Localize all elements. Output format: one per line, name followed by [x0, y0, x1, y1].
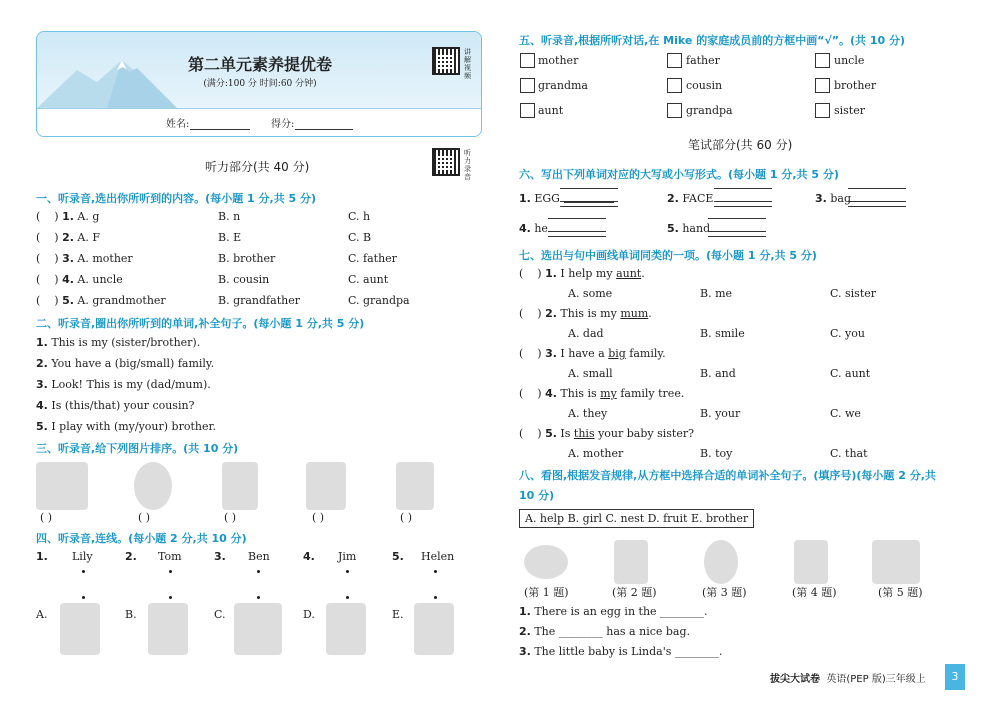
s1-option-b: B. brother	[218, 252, 276, 265]
qr-label-video: 讲解视频	[464, 48, 471, 80]
score-label: 得分:	[271, 119, 295, 130]
checkbox[interactable]	[520, 103, 535, 118]
s1-option-c: C. grandpa	[348, 294, 410, 307]
s7-item: ( ) 4. This is my family tree.	[519, 387, 685, 400]
s5-word: aunt	[538, 104, 564, 117]
s1-item: ( ) 5. A. grandmother	[36, 294, 166, 307]
caption: (第 2 题)	[612, 586, 657, 599]
match-dot[interactable]	[82, 570, 85, 573]
s4-name: 1.	[36, 550, 48, 563]
s7-option-b: B. your	[700, 407, 741, 420]
s4-name-text: Tom	[158, 550, 182, 563]
s5-word: grandpa	[686, 104, 733, 117]
s4-letter: B.	[125, 608, 137, 621]
s6-item: 2. FACE	[667, 192, 714, 205]
s2-item: 5. I play with (my/your) brother.	[36, 420, 217, 433]
mountain-illustration	[37, 52, 177, 108]
s4-name: 4.	[303, 550, 315, 563]
s1-option-c: C. father	[348, 252, 397, 265]
writing-lines[interactable]	[708, 218, 766, 232]
section-5-title: 五、听录音,根据所听对话,在 Mike 的家庭成员前的方框中画“√”。(共 10 分)	[519, 34, 906, 47]
s4-name: 2.	[125, 550, 137, 563]
s1-option-b: B. grandfather	[218, 294, 300, 307]
girl-picture	[414, 603, 454, 655]
name-label: 姓名:	[166, 119, 190, 130]
s7-option-a: A. some	[568, 287, 613, 300]
checkbox[interactable]	[815, 78, 830, 93]
s4-name: 5.	[392, 550, 404, 563]
s4-letter: E.	[392, 608, 404, 621]
s5-word: uncle	[834, 54, 865, 67]
grandpa-picture	[306, 462, 346, 510]
baby-picture	[134, 462, 172, 510]
match-dot[interactable]	[257, 596, 260, 599]
s7-option-a: A. small	[568, 367, 613, 380]
s7-option-c: C. sister	[830, 287, 877, 300]
s1-option-c: C. h	[348, 210, 371, 223]
s1-item: ( ) 4. A. uncle	[36, 273, 123, 286]
woman-picture	[396, 462, 434, 510]
s4-name-text: Ben	[248, 550, 270, 563]
s4-letter: D.	[303, 608, 315, 621]
s1-option-c: C. aunt	[348, 273, 389, 286]
s7-item: ( ) 1. I help my aunt.	[519, 267, 645, 280]
footer-brand: 拔尖大试卷	[770, 674, 820, 685]
s7-option-a: A. dad	[568, 327, 604, 340]
s5-word: cousin	[686, 79, 723, 92]
s1-option-b: B. cousin	[218, 273, 270, 286]
s7-item: ( ) 5. Is this your baby sister?	[519, 427, 695, 440]
s4-letter: C.	[214, 608, 226, 621]
girl-with-bag-picture	[794, 540, 828, 584]
section-6-title: 六、写出下列单词对应的大写或小写形式。(每小题 1 分,共 5 分)	[519, 168, 839, 181]
s5-word: brother	[834, 79, 877, 92]
match-dot[interactable]	[257, 570, 260, 573]
match-dot[interactable]	[434, 570, 437, 573]
s6-item: 4. he	[519, 222, 548, 235]
girl-picture	[614, 540, 648, 584]
s5-word: mother	[538, 54, 579, 67]
s7-option-b: B. and	[700, 367, 736, 380]
section-1-title: 一、听录音,选出你所听到的内容。(每小题 1 分,共 5 分)	[36, 192, 317, 205]
written-title: 笔试部分(共 60 分)	[688, 138, 793, 152]
section-4-title: 四、听录音,连线。(每小题 2 分,共 10 分)	[36, 532, 247, 545]
family-picture	[234, 603, 282, 655]
exam-title: 第二单元素养提优卷	[187, 55, 332, 74]
writing-lines[interactable]	[714, 206, 772, 207]
order-blank[interactable]: ( )	[138, 511, 151, 524]
exam-meta: (满分:100 分 时间:60 分钟)	[203, 79, 317, 89]
family-picture	[36, 462, 88, 510]
checkbox[interactable]	[520, 78, 535, 93]
qr-code-audio[interactable]	[432, 148, 460, 176]
grandma-picture	[326, 603, 366, 655]
s6-item: 3. bag	[815, 192, 851, 205]
s8-item: 2. The ________ has a nice bag.	[519, 625, 691, 638]
s7-option-a: A. mother	[568, 447, 624, 460]
footer	[770, 670, 926, 685]
order-blank[interactable]: ( )	[400, 511, 413, 524]
s8-item: 3. The little baby is Linda's ________.	[519, 645, 723, 658]
footer-subject: 英语(PEP 版)三年级上	[826, 674, 926, 685]
s4-name: 3.	[214, 550, 226, 563]
match-dot[interactable]	[434, 596, 437, 599]
checkbox[interactable]	[667, 103, 682, 118]
checkbox[interactable]	[815, 53, 830, 68]
baby-picture	[704, 540, 738, 584]
checkbox[interactable]	[520, 53, 535, 68]
s4-name-text: Jim	[338, 550, 357, 563]
word-bank-box: A. help B. girl C. nest D. fruit E. brother	[519, 509, 754, 528]
s7-option-c: C. aunt	[830, 367, 871, 380]
s5-word: grandma	[538, 79, 588, 92]
writing-lines[interactable]	[548, 218, 606, 232]
qr-code-video[interactable]	[432, 47, 460, 75]
match-dot[interactable]	[346, 596, 349, 599]
s7-option-c: C. you	[830, 327, 865, 340]
writing-lines[interactable]	[560, 206, 618, 207]
s1-item: ( ) 3. A. mother	[36, 252, 133, 265]
s1-option-b: B. n	[218, 210, 241, 223]
writing-lines[interactable]	[848, 206, 906, 207]
woman-picture	[60, 603, 100, 655]
s6-item: 1. EGG	[519, 192, 560, 205]
page-number: 3	[945, 664, 965, 690]
caption: (第 3 题)	[702, 586, 747, 599]
s1-item: ( ) 1. A. g	[36, 210, 100, 223]
listening-title: 听力部分(共 40 分)	[205, 160, 310, 174]
s4-letter: A.	[36, 608, 48, 621]
s5-word: sister	[834, 104, 865, 117]
order-blank[interactable]: ( )	[312, 511, 325, 524]
writing-lines[interactable]	[548, 236, 606, 237]
s5-word: father	[686, 54, 720, 67]
writing-lines[interactable]	[714, 188, 772, 202]
s7-option-b: B. smile	[700, 327, 745, 340]
nest-picture	[524, 545, 568, 579]
order-blank[interactable]: ( )	[224, 511, 237, 524]
qr-label-audio: 听力录音	[464, 149, 471, 181]
match-dot[interactable]	[169, 596, 172, 599]
s7-option-c: C. we	[830, 407, 861, 420]
s7-item: ( ) 2. This is my mum.	[519, 307, 652, 320]
writing-lines[interactable]	[560, 188, 618, 202]
section-8-title: 八、看图,根据发音规律,从方框中选择合适的单词补全句子。(填序号)(每小题 2 分,共	[519, 469, 936, 482]
s7-option-b: B. toy	[700, 447, 733, 460]
s2-item: 2. You have a (big/small) family.	[36, 357, 215, 370]
caption: (第 4 题)	[792, 586, 837, 599]
s2-item: 3. Look! This is my (dad/mum).	[36, 378, 211, 391]
match-dot[interactable]	[82, 596, 85, 599]
s7-item: ( ) 3. I have a big family.	[519, 347, 666, 360]
checkbox[interactable]	[815, 103, 830, 118]
header-lower	[37, 108, 481, 137]
s2-item: 4. Is (this/that) your cousin?	[36, 399, 195, 412]
section-8-title-cont: 10 分)	[519, 489, 555, 502]
caption: (第 1 题)	[524, 586, 569, 599]
s6-item: 5. hand	[667, 222, 711, 235]
s7-option-b: B. me	[700, 287, 733, 300]
s1-option-c: C. B	[348, 231, 372, 244]
s7-option-a: A. they	[568, 407, 608, 420]
section-3-title: 三、听录音,给下列图片排序。(共 10 分)	[36, 442, 239, 455]
caption: (第 5 题)	[878, 586, 923, 599]
s8-item: 1. There is an egg in the ________.	[519, 605, 708, 618]
fruit-picture	[872, 540, 920, 584]
section-7-title: 七、选出与句中画线单词同类的一项。(每小题 1 分,共 5 分)	[519, 249, 817, 262]
man-picture	[148, 603, 188, 655]
s4-name-text: Lily	[72, 550, 93, 563]
man-picture	[222, 462, 258, 510]
writing-lines[interactable]	[708, 236, 766, 237]
checkbox[interactable]	[667, 53, 682, 68]
s1-option-b: B. E	[218, 231, 242, 244]
s4-name-text: Helen	[421, 550, 455, 563]
name-field[interactable]	[190, 118, 250, 130]
checkbox[interactable]	[667, 78, 682, 93]
match-dot[interactable]	[346, 570, 349, 573]
section-2-title: 二、听录音,圈出你所听到的单词,补全句子。(每小题 1 分,共 5 分)	[36, 317, 365, 330]
s1-item: ( ) 2. A. F	[36, 231, 100, 244]
writing-lines[interactable]	[848, 188, 906, 202]
score-field[interactable]	[295, 118, 353, 130]
order-blank[interactable]: ( )	[40, 511, 53, 524]
s2-item: 1. This is my (sister/brother).	[36, 336, 201, 349]
s7-option-c: C. that	[830, 447, 868, 460]
match-dot[interactable]	[169, 570, 172, 573]
